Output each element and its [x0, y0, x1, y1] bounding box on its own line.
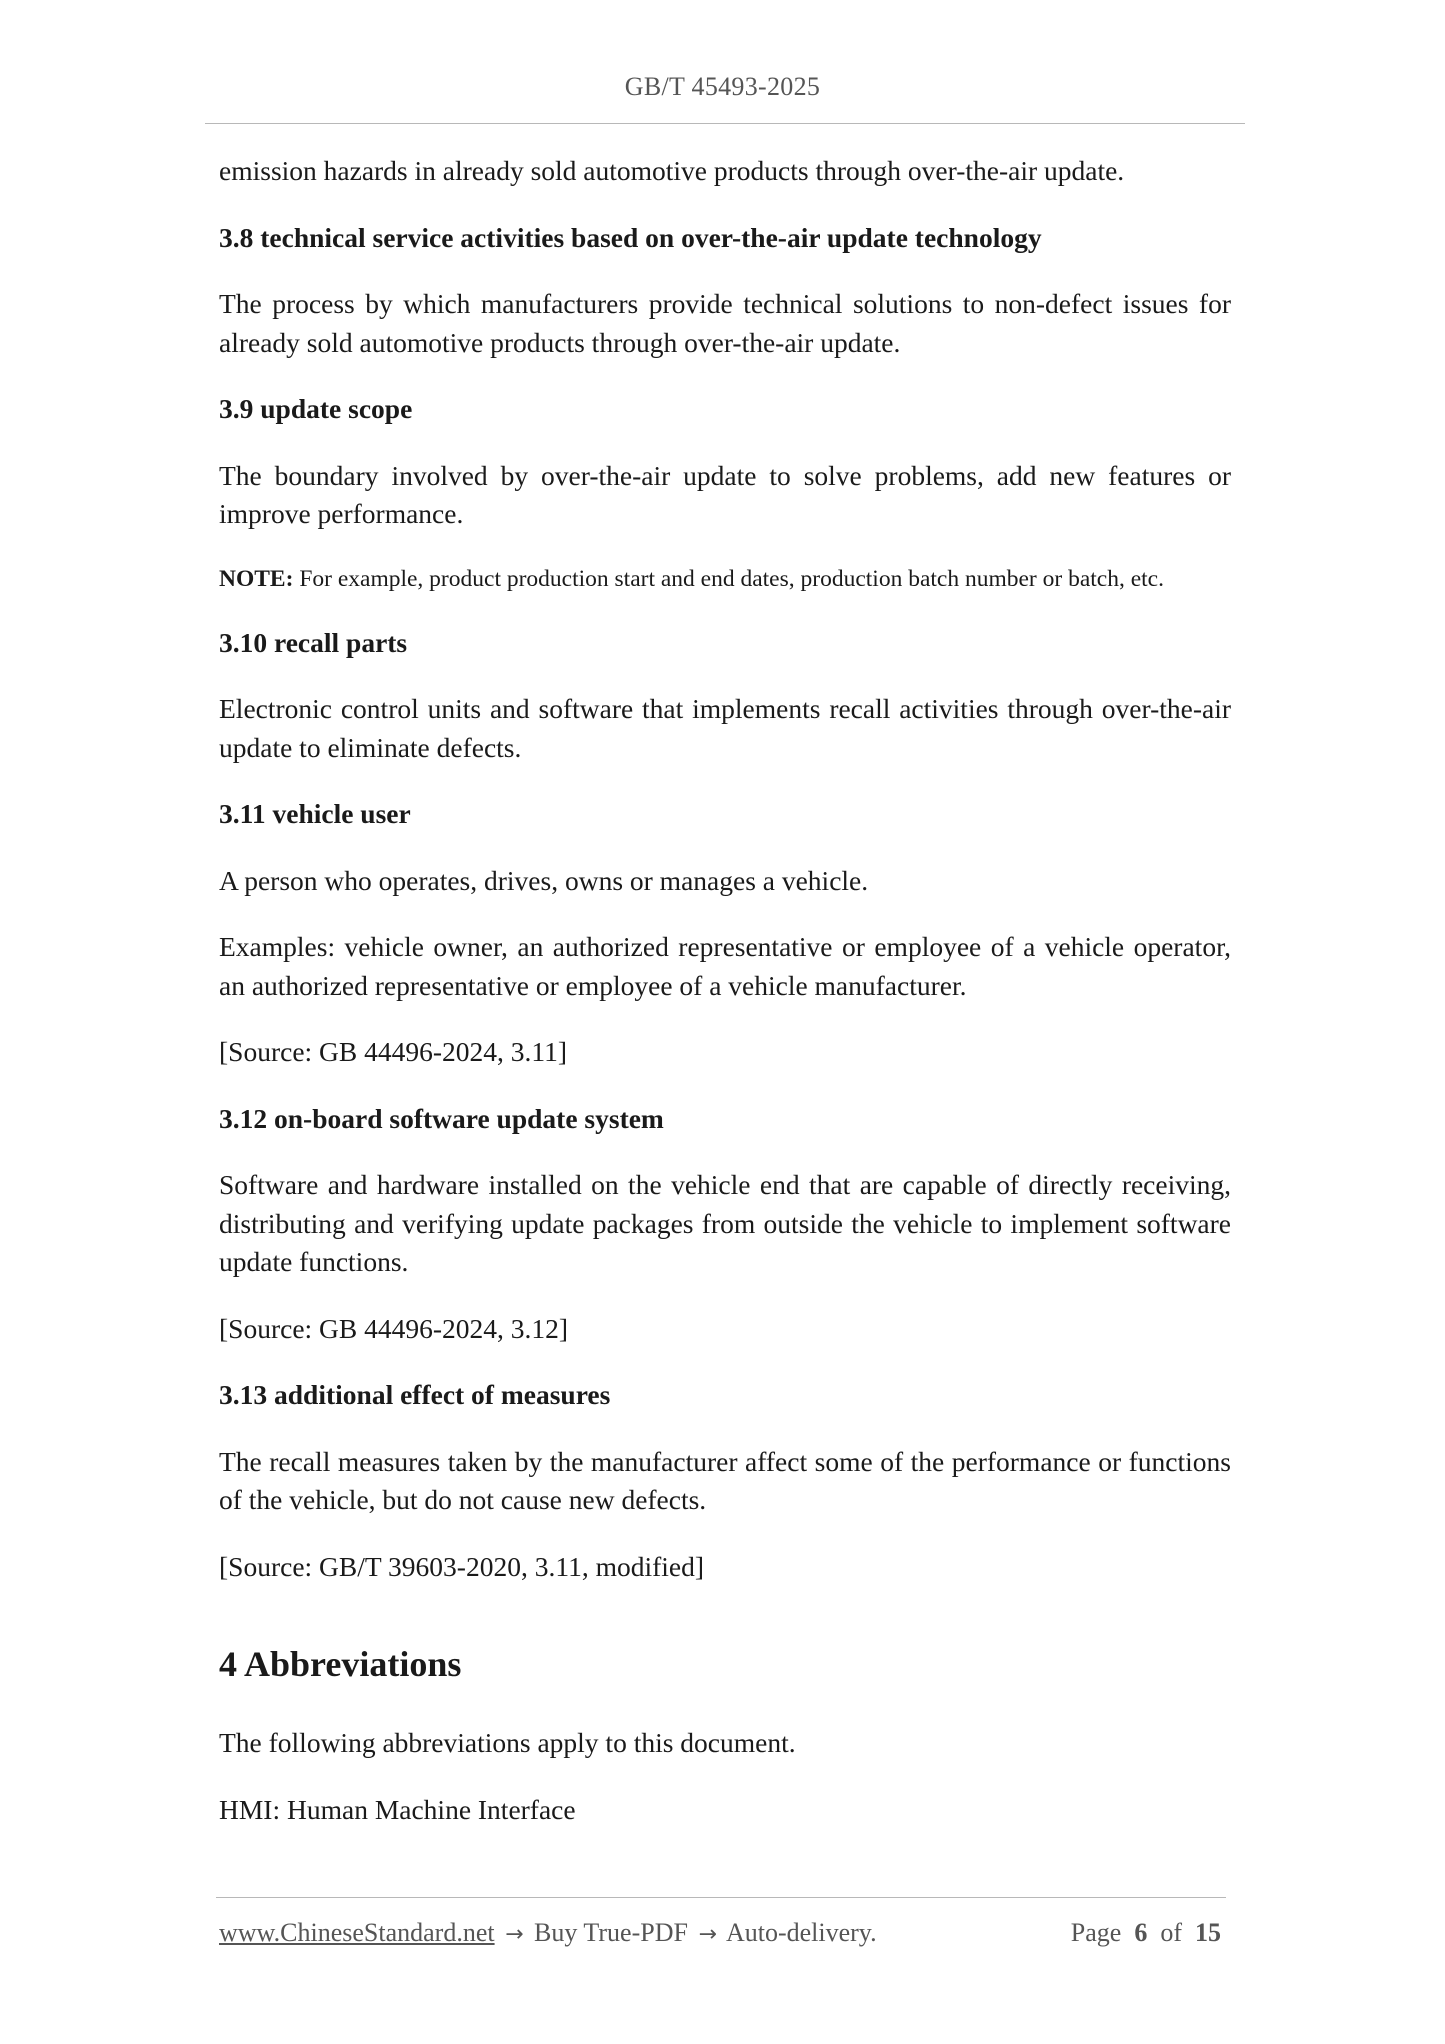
header-divider — [205, 123, 1245, 124]
website-link[interactable]: www.ChineseStandard.net — [219, 1918, 495, 1947]
term-3-9-definition: The boundary involved by over-the-air update to solve problems, add new features or improve performance. — [219, 459, 1231, 529]
term-3-11-definition: A person who operates, drives, owns or manages a vehicle. — [219, 864, 869, 896]
total-page-count: 15 — [1195, 1918, 1221, 1947]
current-page-number: 6 — [1134, 1918, 1148, 1947]
note-text: For example, product production start and end dates, production batch number or batch, etc. — [293, 565, 1164, 592]
auto-delivery-text: Auto-delivery. — [725, 1918, 877, 1947]
term-3-11-examples: Examples: vehicle owner, an authorized representative or employee of a vehicle operator, an authorized representative or employee of a vehicle manufacturer. — [219, 931, 1231, 1001]
arrow-right-icon: → — [505, 1922, 524, 1947]
term-3-10-definition: Electronic control units and software that implements recall activities through over-the-air update to eliminate defects. — [219, 693, 1231, 763]
term-3-11-source: [Source: GB 44496-2024, 3.11] — [219, 1036, 568, 1067]
arrow-right-icon: → — [698, 1922, 717, 1947]
of-word: of — [1160, 1918, 1182, 1947]
running-header: GB/T 45493-2025 — [624, 72, 821, 101]
term-3-13-source: [Source: GB/T 39603-2020, 3.11, modified] — [219, 1550, 705, 1582]
page-word: Page — [1070, 1918, 1122, 1947]
footer-divider — [216, 1897, 1226, 1898]
page-indicator — [1071, 1918, 1221, 1948]
clause-4-heading: 4 Abbreviations — [219, 1644, 462, 1684]
term-3-12-heading: 3.12 on-board software update system — [219, 1102, 664, 1134]
abbreviation-hmi: HMI: Human Machine Interface — [219, 1793, 576, 1825]
note-label: NOTE: — [219, 565, 294, 592]
term-3-8-definition: The process by which manufacturers provide technical solutions to non-defect issues for already sold automotive products through over-the-air update. — [219, 288, 1231, 358]
footer-promo — [219, 1918, 877, 1948]
term-3-12-definition: Software and hardware installed on the vehicle end that are capable of directly receiving, distributing and verifying update packages from outside the vehicle to implement software update functions. — [219, 1169, 1231, 1277]
document-body — [219, 152, 1231, 1857]
term-3-13-definition: The recall measures taken by the manufacturer affect some of the performance or functions of the vehicle, but do not cause new defects. — [219, 1445, 1231, 1515]
intro-paragraph: emission hazards in already sold automotive products through over-the-air update. — [219, 155, 1125, 186]
term-3-11-heading: 3.11 vehicle user — [219, 798, 411, 829]
term-3-13-heading: 3.13 additional effect of measures — [219, 1379, 611, 1410]
term-3-10-heading: 3.10 recall parts — [219, 626, 408, 658]
term-3-9-heading: 3.9 update scope — [219, 393, 413, 424]
term-3-12-source: [Source: GB 44496-2024, 3.12] — [219, 1312, 569, 1344]
term-3-8-heading: 3.8 technical service activities based on over-the-air update technology — [219, 221, 1042, 253]
clause-4-intro: The following abbreviations apply to this document. — [219, 1727, 796, 1758]
buy-true-pdf-text: Buy True-PDF — [534, 1918, 688, 1947]
term-3-9-note — [219, 562, 1231, 596]
